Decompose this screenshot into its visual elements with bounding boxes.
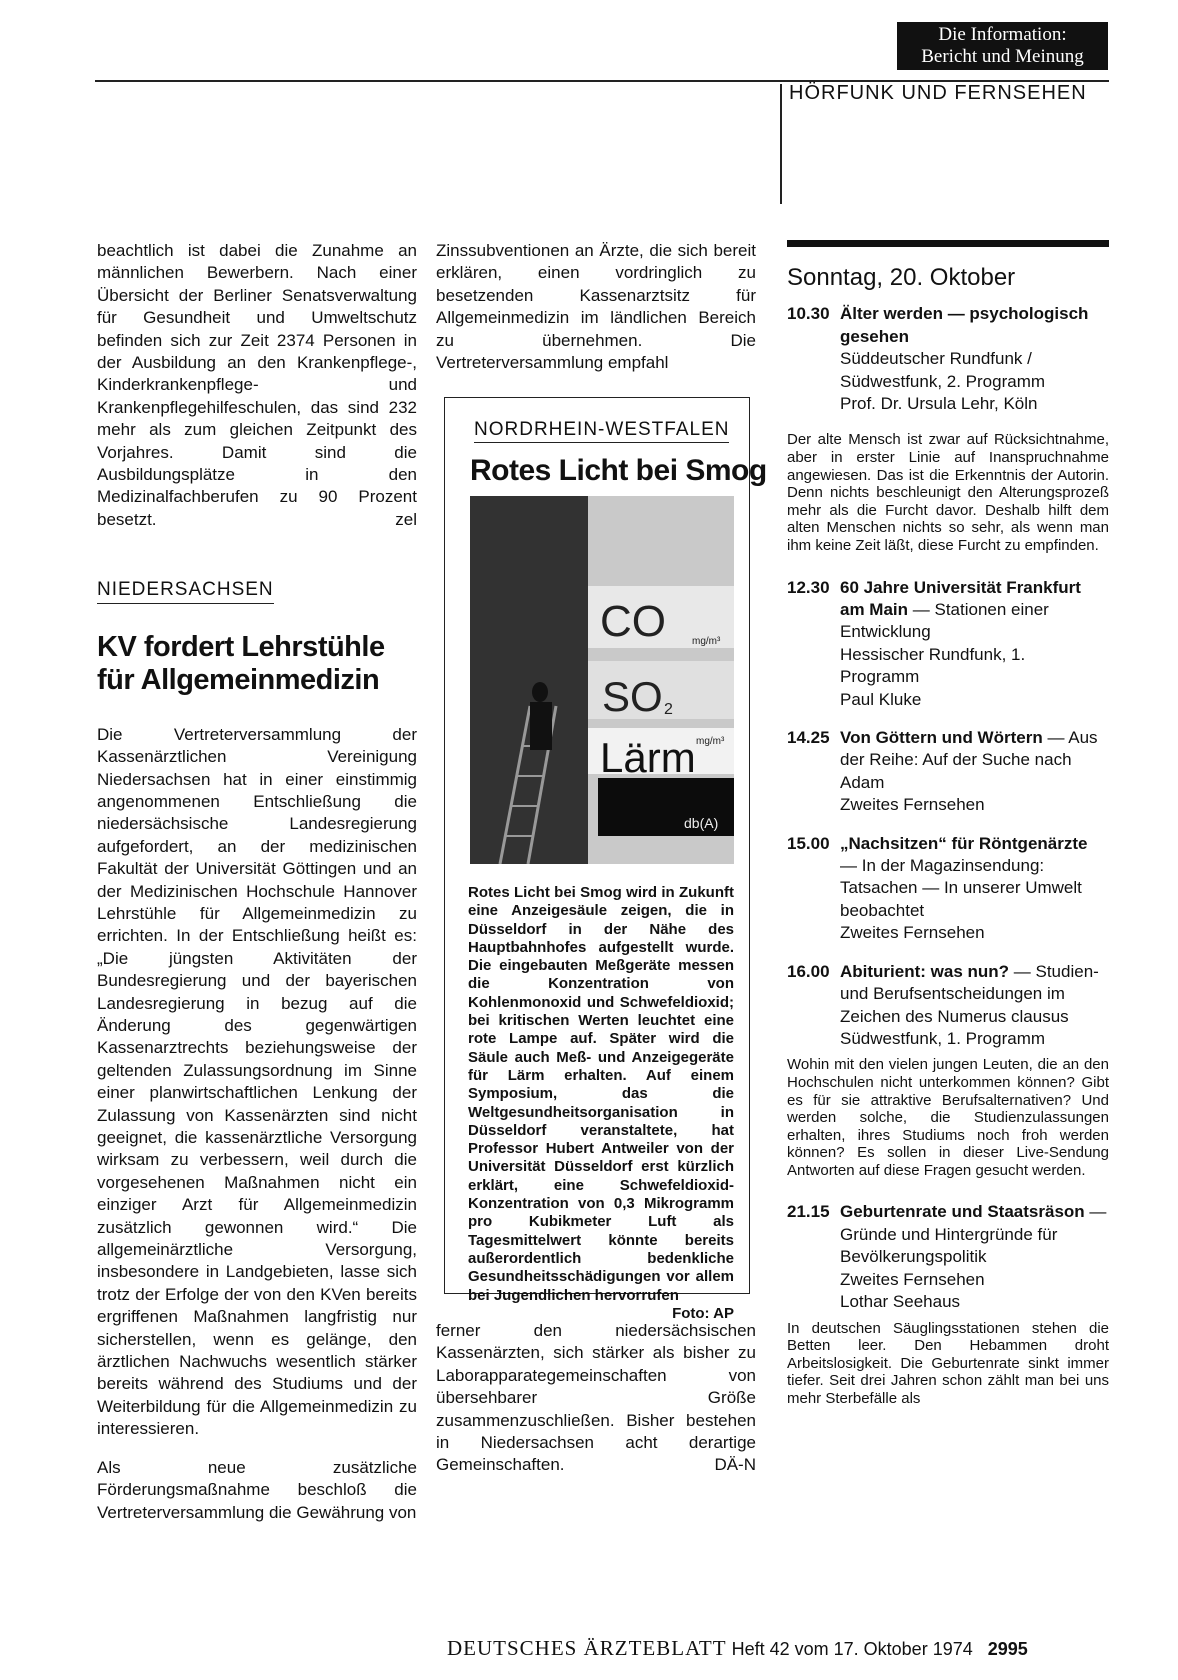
article-text-top: Zinssubventionen an Ärzte, die sich bereit erklären, einen vordringlich zu besetzenden Kassenarztsitz für Allgemeinmedizin im ländlichen Bereich zu übernehmen. Die Vertreterversammlung empfahl (436, 241, 756, 373)
program-title: „Nachsitzen“ für Röntgenärzte (840, 833, 1088, 853)
article-text-bottom (436, 1320, 756, 1477)
masthead: DEUTSCHES ÄRZTEBLATT (447, 1636, 727, 1660)
program-item (787, 727, 1109, 817)
photo-label-unit-1: mg/m³ (692, 636, 721, 647)
program-time: 21.15 (787, 1202, 830, 1222)
column-left (97, 240, 417, 1524)
program-subtitle: — Aus der Reihe: Auf der Suche nach Adam (840, 728, 1098, 792)
bottom-text: ferner den niedersächsischen Kassenärzten, sich stärker als bisher zu Laborapparategemeinschaften von übersehbarer Größe zusammenzuschließen. Bisher bestehen in Niedersachsen acht derartige Gemeinschaften. (436, 1321, 756, 1475)
program-item (787, 833, 1109, 945)
listing-bar (787, 240, 1109, 247)
section-heading: HÖRFUNK UND FERNSEHEN (789, 82, 1087, 104)
program-item (787, 303, 1109, 415)
program-author: Paul Kluke (840, 689, 922, 709)
photo-label-co: CO (600, 597, 666, 646)
program-channel: Zweites Fernsehen (840, 1269, 985, 1289)
article-body-continued: Als neue zusätzliche Förderungsmaßnahme beschloß die Vertreterversammlung die Gewährung von (97, 1457, 417, 1522)
program-time: 15.00 (787, 833, 830, 853)
program-subtitle: — Gründe und Hintergründe für Bevölkerungspolitik (840, 1202, 1107, 1267)
program-author: Prof. Dr. Ursula Lehr, Köln (840, 394, 1038, 414)
program-time: 16.00 (787, 961, 830, 981)
program-description: Der alte Mensch ist zwar auf Rücksichtnahme, aber in erster Linie auf Inanspruchnahme angewiesen. Das ist die Erkenntnis der Autorin. Denn nichts beschleunigt den Alterungsprozeß mehr als die Furcht davor. Deshalb hilft dem alten Menschen nichts so sehr, als wenn man ihm keine Zeit läßt, diese Furcht zu empfinden. (787, 431, 1109, 554)
article-sign: DÄ-N (714, 1455, 756, 1475)
program-item (787, 961, 1109, 1051)
section-badge (897, 22, 1108, 70)
program-subtitle: — Stationen einer Entwicklung (840, 600, 1049, 642)
program-channel: Zweites Fernsehen (840, 795, 985, 815)
photo-label-laerm: Lärm (600, 734, 696, 781)
page-footer (447, 1636, 1028, 1661)
program-description: In deutschen Säuglingsstationen stehen die Betten leer. Den Hebammen droht Arbeitslosigkeit. Die Geburtenrate sinkt immer tiefer. Seit drei Jahren schon zählt man bei uns mehr Sterbefälle als (787, 1319, 1109, 1407)
badge-line-2: Bericht und Meinung (921, 46, 1084, 67)
program-item (787, 1201, 1109, 1313)
program-title: Von Göttern und Wörtern (840, 728, 1043, 748)
article-headline: KV fordert Lehrstühle für Allgemeinmedizin (97, 630, 385, 696)
badge-line-1: Die Information: (938, 24, 1067, 45)
photo-credit: Foto: AP (672, 1304, 734, 1322)
photo-label-so-sub: 2 (664, 701, 673, 718)
program-description: Wohin mit den vielen jungen Leuten, die an den Hochschulen nicht unterkommen können? Gibt es für sie attraktive Berufsalternativen? Und werden solche, die Studienzulassungen erhalten, ihres Studiums noch froh werden können? Es sollen in dieser Live-Sendung Antworten auf diese Fragen gesucht werden. (787, 1056, 1109, 1179)
program-time: 10.30 (787, 304, 830, 324)
listing-day: Sonntag, 20. Oktober (787, 264, 1016, 291)
program-title: Abiturient: was nun? (840, 961, 1010, 981)
caption-text: Rotes Licht bei Smog wird in Zukunft eine Anzeigesäule zeigen, die in Düsseldorf in der Nähe des Hauptbahnhofes aufgestellt wurde. Die eingebauten Meßgeräte messen die Konzentration von Kohlenmonoxid und Schwefeldioxid; bei kritischen Werten leuchtet eine rote Lampe auf. Später wird die Säule auch Meß- und Anzeigegeräte für Lärm erhalten. Auf einem Symposium, das die Weltgesundheitsorganisation in Düsseldorf veranstaltete, hat Professor Hubert Antweiler von der Universität Düsseldorf erst kürzlich erklärt, eine Schwefeldioxid-Konzentration von 0,3 Mikrogramm pro Kubikmeter Luft als Tagesmittelwert könnte bereits außerordentlich bedenkliche Gesundheitsschädigungen vor allem bei Jugendlichen hervorrufen (468, 884, 734, 1304)
feature-box (444, 397, 767, 1322)
article-kicker: NIEDERSACHSEN (97, 579, 274, 603)
program-item (787, 577, 1109, 711)
program-title: 60 Jahre Universität Frankfurt am Main (840, 577, 1081, 619)
program-author: Lothar Seehaus (840, 1292, 961, 1312)
author-sign: zel (395, 509, 417, 529)
program-title: Geburtenrate und Staatsräson (840, 1202, 1085, 1222)
photo-label-so: SO (602, 673, 663, 720)
photo-label-unit-2: mg/m³ (696, 736, 725, 747)
article-body: Die Vertreterversammlung der Kassenärztlichen Vereinigung Niedersachsen hat in einer einstimmig angenommenen Entschließung die niedersächsische Landesregierung aufgefordert, an der medizinischen Fakultät der Universität Göttingen und an der Medizinischen Hochschule Hannover Lehrstühle für Allgemeinmedizin zu errichten. In der Entschließung heißt es: „Die jüngsten Aktivitäten der Bundesregierung und der bayerischen Landesregierung in bezug auf die Änderung des gegenwärtigen Kassenarztrechts beziehungsweise der geltenden Zulassungsordnung im Sinne einer planwirtschaftlichen Lenkung der Zulassung von Kassenärzten sind nicht geeignet, die kassenärztliche Versorgung wirksam zu verbessern, weil durch die vorgesehenen Maßnahmen nicht ein einziger Arzt für Allgemeinmedizin zusätzlich gewonnen wird.“ Die allgemeinärztliche Versorgung, insbesondere in Landgebieten, lasse sich trotz der Erfolge der von den KVen bereits ergriffenen Maßnahmen langfristig nur sicherstellen, wenn es gelänge, den ärztlichen Nachwuchs wesentlich stärker bereits während des Studiums und der Weiterbildung für die Allgemeinmedizin zu interessieren. (97, 724, 417, 1439)
box-headline: Rotes Licht bei Smog (470, 454, 767, 487)
continuation-text: beachtlich ist dabei die Zunahme an männlichen Bewerbern. Nach einer Übersicht der Berliner Senatsverwaltung für Gesundheit und Umweltschutz befinden sich zur Zeit 2374 Personen in der Ausbildung an den Krankenpflege-, Kinderkrankenpflege- und Krankenpflegehilfeschulen, das sind 232 mehr als zum gleichen Zeitpunkt des Vorjahres. Damit sind die Ausbildungsplätze in den Medizinalfachberufen zu 90 Prozent besetzt. (97, 241, 417, 529)
article-continuation (97, 240, 417, 531)
program-channel: Hessischer Rundfunk, 1. Programm (840, 644, 1026, 687)
box-kicker: NORDRHEIN-WESTFALEN (474, 419, 729, 443)
photo-illustration (470, 496, 734, 864)
column-middle-bottom (436, 1320, 756, 1477)
program-time: 12.30 (787, 577, 830, 597)
issue-info: Heft 42 vom 17. Oktober 1974 (731, 1639, 973, 1659)
column-right (787, 240, 1109, 1429)
program-subtitle: — In der Magazinsendung: Tatsachen — In unserer Umwelt beobachtet (840, 856, 1082, 920)
press-photo (470, 496, 734, 864)
page-number: 2995 (987, 1639, 1028, 1659)
program-channel: Zweites Fernsehen (840, 923, 985, 943)
program-channel: Südwestfunk, 1. Programm (840, 1028, 1046, 1048)
program-time: 14.25 (787, 728, 830, 748)
photo-label-dba: db(A) (684, 815, 719, 831)
header-divider (780, 84, 782, 204)
program-title: Älter werden — psychologisch gesehen (840, 304, 1089, 346)
program-subtitle: — Studien- und Berufsentscheidungen im Zeichen des Numerus clausus (840, 961, 1099, 1026)
program-channel: Süddeutscher Rundfunk / Südwestfunk, 2. Programm (840, 349, 1046, 391)
column-middle (436, 240, 756, 374)
photo-caption (468, 884, 734, 1323)
